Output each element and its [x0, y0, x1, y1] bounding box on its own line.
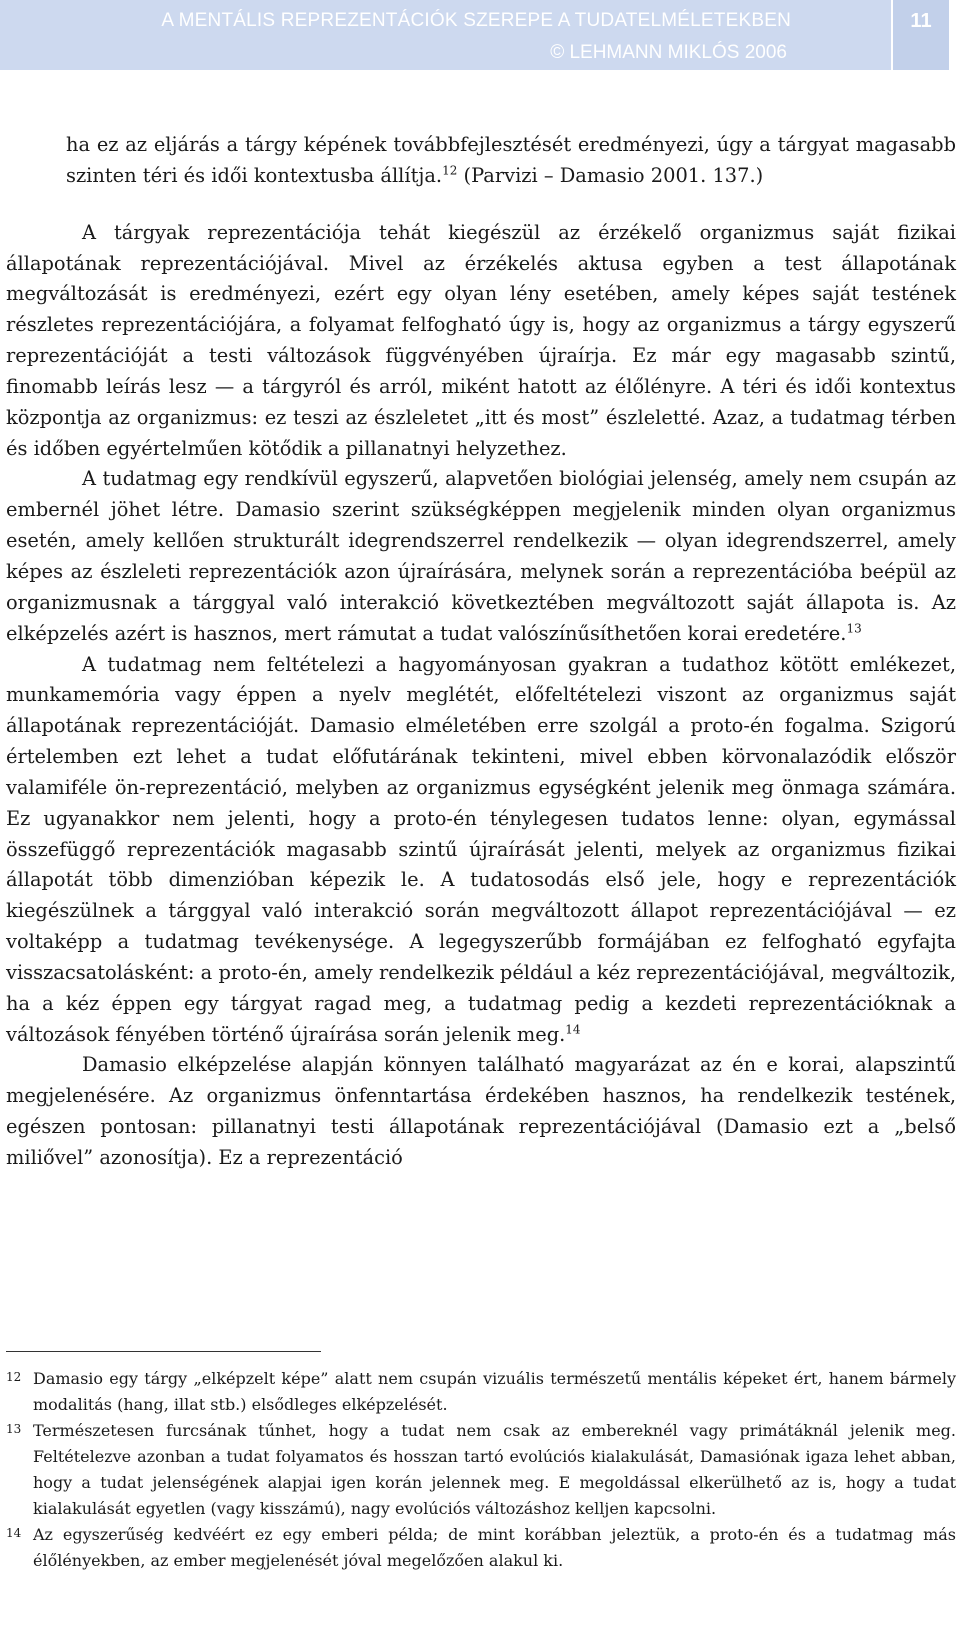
footnote-number: 12: [6, 1370, 22, 1384]
footnote-ref: 14: [565, 1022, 581, 1037]
footnote: [6, 1366, 956, 1418]
body-text: [6, 130, 956, 1174]
paragraph: Damasio elképzelése alapján könnyen található magyarázat az én e korai, alapszintű megjelenésére. Az organizmus önfenntartása érdekében hasznos, ha rendelkezik testének, egészen pontosan: pillanatnyi testi állapotának reprezentációjával (Damasio ezt a „belső miliővel” azonosítja). Ez a reprezentáció: [6, 1053, 956, 1169]
paragraph: A tárgyak reprezentációja tehát kiegészül az érzékelő organizmus saját fizikai állapotának reprezentációjával. Mivel az érzékelés aktusa egyben a test állapotának megváltozását is eredményezi, ezért egy olyan lény esetében, amely képes saját testének részletes reprezentációjára, a folyamat felfogható úgy is, hogy az organizmus a tárgy egyszerű reprezentációját a testi változások függvényében újraírja. Ez már egy magasabb szintű, finomabb leírás lesz — a tárgyról és arról, miként hatott az élőlényre. A téri és idői kontextus központja az organizmus: ez teszi az észleletet „itt és most” észleletté. Azaz, a tudatmag térben és időben egyértelműen kötődik a pillanatnyi helyzethez.: [6, 220, 956, 460]
footnotes: [6, 1366, 956, 1574]
footnote-text: Az egyszerűség kedvéért ez egy emberi példa; de mint korábban jeleztük, a proto-én és a tudatmag más élőlényekben, az ember megjelenését jóval megelőzően alakul ki.: [33, 1525, 956, 1570]
footnote-text: Természetesen furcsának tűnhet, hogy a tudat nem csak az embereknél vagy primátáknál jelenik meg. Feltételezve azonban a tudat folyamatos és hosszan tartó evolúciós kialakulását, Damasiónak igaza lehet abban, hogy a tudat jelenségének alapjai igen korán jelennek meg. E megoldással elkerülhető az is, hogy a tudat kialakulását egyetlen (vagy kisszámú), nagy evolúciós változáshoz kelljen kapcsolni.: [33, 1421, 956, 1518]
footnote-ref: 12: [442, 163, 458, 178]
footnote-ref: 13: [846, 621, 862, 636]
footnote: [6, 1522, 956, 1574]
paragraph-text: A tudatmag egy rendkívül egyszerű, alapvetően biológiai jelenség, amely nem csupán az embernél jöhet létre. Damasio szerint szükségképpen megjelenik minden olyan organizmus esetén, amely kellően strukturált idegrendszerrel rendelkezik — olyan idegrendszerrel, amely képes az észleleti reprezentációk azon újraírására, melynek során a reprezentációba beépül az organizmusnak a tárggyal való interakció következtében megváltozott saját állapota is. Az elképzelés azért is hasznos, mert rámutat a tudat valószínűsíthetően korai eredetére.: [6, 467, 956, 645]
footnote-text: Damasio egy tárgy „elképzelt képe” alatt nem csupán vizuális természetű mentális képeket ért, hanem bármely modalitás (hang, illat stb.) elsődleges elképzelését.: [33, 1369, 956, 1414]
copyright-line: © LEHMANN MIKLÓS 2006: [550, 42, 787, 63]
footnote-number: 14: [6, 1526, 22, 1540]
page-number-box: [893, 0, 949, 70]
paragraph-gap: [6, 192, 956, 218]
footnote-separator: [6, 1351, 321, 1352]
page-number: 11: [910, 10, 932, 32]
footnote-number: 13: [6, 1422, 22, 1436]
header-band: [0, 0, 891, 70]
footnote: [6, 1418, 956, 1522]
paragraph-text: A tudatmag nem feltételezi a hagyományosan gyakran a tudathoz kötött emlékezet, munkamemória vagy éppen a nyelv meglétét, előfeltételezi viszont az organizmus saját állapotának reprezentációját. Damasio elméletében erre szolgál a proto-én fogalma. Szigorú értelemben ezt lehet a tudat előfutárának tekinteni, mivel ebben körvonalazódik először valamiféle ön-reprezentáció, melyben az organizmus egységként jelenik meg önmaga számára. Ez ugyanakkor nem jelenti, hogy a proto-én ténylegesen tudatos lenne: olyan, egymással összefüggő reprezentációk magasabb szintű újraírását jelenti, melyek az organizmus fizikai állapotát több dimenzióban képezik le. A tudatosodás első jele, hogy e reprezentációk kiegészülnek a tárggyal való interakció során megváltozott állapot reprezentációjával — ez voltaképp a tudatmag tevékenysége. A legegyszerűbb formájában ez felfogható egyfajta visszacsatolásként: a proto-én, amely rendelkezik például a kéz reprezentációjával, megváltozik, ha a kéz éppen egy tárgyat ragad meg, a tudatmag pedig a kezdeti reprezentációknak a változások fényében történő újraírása során jelenik meg.: [6, 652, 956, 1046]
paragraph-text: ha ez az eljárás a tárgy képének továbbfejlesztését eredményezi, úgy a tárgyat magasabb szinten téri és idői kontextusba állítja.: [66, 133, 956, 187]
paragraph: [6, 650, 956, 1051]
running-title: A MENTÁLIS REPREZENTÁCIÓK SZEREPE A TUDATELMÉLETEKBEN: [161, 10, 791, 31]
paragraph-continuation: [6, 130, 956, 192]
page-header: [0, 0, 960, 73]
paragraph: [6, 464, 956, 649]
citation: (Parvizi – Damasio 2001. 137.): [457, 163, 764, 187]
